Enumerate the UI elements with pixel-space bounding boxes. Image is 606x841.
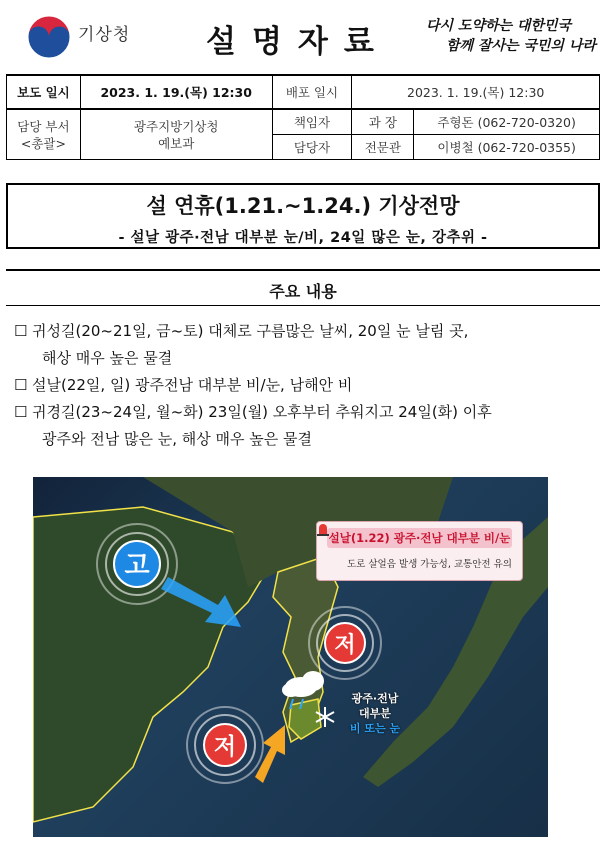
department-label: 담당 부서 [17, 118, 70, 134]
checkbox-square-icon: ☐ [14, 403, 28, 421]
high-pressure-label: 고 [124, 551, 150, 581]
manager-label: 책임자 [272, 109, 352, 135]
slogan-line-1: 다시 도약하는 대한민국 [426, 18, 571, 34]
region-line-3: 비 또는 눈 [349, 722, 401, 735]
weather-map-image [33, 477, 548, 837]
agency-name: 기상청 [78, 25, 131, 45]
warm-air-arrow [255, 725, 285, 783]
document-header [6, 6, 600, 68]
staff-label: 담당자 [272, 135, 352, 160]
release-date-value: 2023. 1. 19.(목) 12:30 [80, 75, 272, 109]
checkbox-square-icon: ☐ [14, 322, 28, 340]
callout-title: 설날(1.22) 광주·전남 대부분 비/눈 [327, 528, 512, 548]
distribution-date-label: 배포 일시 [272, 75, 352, 109]
forecast-callout [316, 521, 523, 581]
summary-heading-rule [6, 305, 600, 306]
summary-item-line: 해상 매우 높은 물결 [42, 349, 173, 367]
checkbox-square-icon: ☐ [14, 376, 28, 394]
department-label-cell [7, 109, 81, 160]
document-type-title: 설명자료 [206, 24, 390, 60]
headline-subtitle: - 설날 광주·전남 대부분 눈/비, 24일 많은 눈, 강추위 - [118, 230, 488, 246]
department-name-cell [80, 109, 272, 160]
summary-item [14, 399, 594, 453]
low-pressure-label: 저 [213, 734, 237, 760]
warning-siren-icon [317, 522, 329, 536]
manager-title: 과 장 [352, 109, 414, 135]
staff-title: 전문관 [352, 135, 414, 160]
headline-title: 설 연휴(1.21.~1.24.) 기상전망 [146, 194, 460, 218]
summary-top-rule [6, 269, 600, 271]
department-name-2: 예보과 [158, 135, 195, 151]
release-info-table [6, 74, 600, 160]
low-pressure-system-south [187, 707, 263, 783]
summary-item [14, 318, 594, 372]
region-line-1: 광주·전남 [351, 692, 399, 705]
callout-note: 도로 살얼음 발생 가능성, 교통안전 유의 [347, 559, 512, 570]
department-sub-label: <총괄> [20, 135, 66, 151]
low-pressure-label: 저 [334, 633, 356, 658]
summary-list [14, 318, 594, 453]
government-slogan [426, 16, 606, 56]
staff-contact: 이병철 (062-720-0355) [414, 135, 600, 160]
summary-item [14, 372, 594, 399]
region-forecast-label [340, 691, 410, 736]
summary-heading: 주요 내용 [269, 282, 337, 301]
taeguk-logo-icon [26, 14, 72, 60]
headline-box [6, 183, 600, 249]
manager-contact: 주형돈 (062-720-0320) [414, 109, 600, 135]
slogan-line-2: 함께 잘사는 국민의 나라 [446, 38, 596, 54]
summary-item-line: 설날(22일, 일) 광주전남 대부분 비/눈, 남해안 비 [32, 376, 353, 394]
region-line-2: 대부분 [359, 707, 391, 720]
summary-item-line: 귀경길(23~24일, 월~화) 23일(월) 오후부터 추워지고 24일(화) 이후 [32, 403, 492, 421]
department-name-1: 광주지방기상청 [133, 118, 219, 134]
summary-item-line: 귀성길(20~21일, 금~토) 대체로 구름많은 날씨, 20일 눈 날림 곳, [32, 322, 469, 340]
distribution-date-value: 2023. 1. 19.(목) 12:30 [352, 75, 600, 109]
release-date-label: 보도 일시 [7, 75, 81, 109]
summary-item-line: 광주와 전남 많은 눈, 해상 매우 높은 물결 [42, 430, 312, 448]
